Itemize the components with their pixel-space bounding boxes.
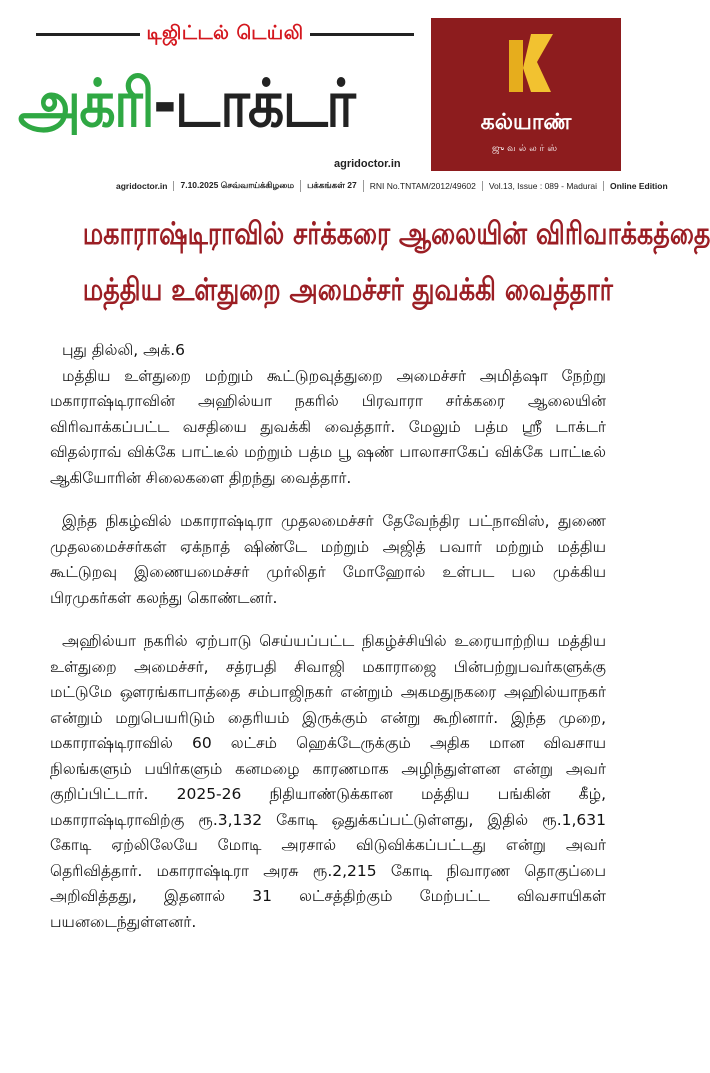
article-body xyxy=(50,338,606,935)
issue-info-bar xyxy=(110,179,668,193)
paragraph-3: அஹில்யா நகரில் ஏற்பாடு செய்யப்பட்ட நிகழ்ச்சியில் உரையாற்றிய மத்திய உள்துறை அமைச்சர், சத்ரபதி சிவாஜி மகாராஜை பின்பற்றுபவர்களுக்கு மட்டுமே ஔரங்காபாத்தை சம்பாஜிநகர் என்றும் அகமதுநகரை அஹில்யாநகர் என்றும் மறுபெயரிடும் தைரியம் இருக்கும் என்று கூறினார். இந்த முறை, மகாராஷ்டிராவில் 60 லட்சம் ஹெக்டேருக்கும் அதிக மான விவசாய நிலங்களும் பயிர்களும் கனமழை காரணமாக அழிந்துள்ளன என்று அவர் குறிப்பிட்டார். 2025-26 நிதியாண்டுக்கான மத்திய பங்கின் கீழ், மகாராஷ்டிராவிற்கு ரூ.3,132 கோடி ஒதுக்கப்பட்டுள்ளது, இதில் ரூ.1,631 கோடி ஏற்லிலேயே மோடி அரசால் விடுவிக்கப்பட்டது என்று அவர் தெரிவித்தார். மகாராஷ்டிரா அரசு ரூ.2,215 கோடி நிவாரண தொகுப்பை அறிவித்தது, இதனால் 31 லட்சத்திற்கும் மேற்பட்ட விவசாயிகள் பயனடைந்துள்ளனர். xyxy=(50,632,606,931)
daily-tag-text: டிஜிட்டல் டெய்லி xyxy=(146,21,304,44)
info-edition: Online Edition xyxy=(610,181,668,191)
logo-part-2: -டாக்டர் xyxy=(153,65,355,142)
info-rni: RNI No.TNTAM/2012/49602 xyxy=(364,181,483,191)
info-pages: பக்கங்கள் 27 xyxy=(301,180,364,192)
dateline: புது தில்லி, அக்.6 xyxy=(62,341,186,359)
info-site: agridoctor.in xyxy=(110,181,174,191)
info-volume: Vol.13, Issue : 089 - Madurai xyxy=(483,181,604,191)
daily-tag xyxy=(30,22,420,46)
ad-brand-name: கல்யாண் xyxy=(480,110,572,135)
headline-line-1: மகாராஷ்டிராவில் சர்க்கரை ஆலையின் விரிவாக்கத்தை xyxy=(82,216,710,252)
logo-part-1: அக்ரி xyxy=(18,65,154,142)
info-date: 7.10.2025 செவ்வாய்க்கிழமை xyxy=(174,180,301,192)
headline xyxy=(30,206,710,318)
masthead xyxy=(0,0,668,200)
tag-rule-right xyxy=(310,33,414,36)
tag-rule-left xyxy=(36,33,140,36)
headline-line-2: மத்திய உள்துறை அமைச்சர் துவக்கி வைத்தார் xyxy=(82,272,613,308)
paragraph-2: இந்த நிகழ்வில் மகாராஷ்டிரா முதலமைச்சர் தேவேந்திர பட்நாவிஸ், துணை முதலமைச்சர்கள் ஏக்நாத் ஷிண்டே மற்றும் அஜித் பவார் மற்றும் மத்திய கூட்டுறவு இணையமைச்சர் முர்லிதர் மோஹோல் உள்பட பல முக்கிய பிரமுகர்கள் கலந்து கொண்டனர். xyxy=(50,512,606,607)
advertisement[interactable] xyxy=(431,18,621,171)
paragraph-1: மத்திய உள்துறை மற்றும் கூட்டுறவுத்துறை அமைச்சர் அமித்ஷா நேற்று மகாராஷ்டிராவின் அஹில்யா நகரில் பிரவாரா சர்க்கரை ஆலையின் விரிவாக்கப்பட்ட வசதியை துவக்கி வைத்தார். மேலும் பத்ம ஸ்ரீ டாக்டர் விதல்ராவ் விக்கே பாட்டீல் மற்றும் பத்ம பூ ஷண் பாலாசாகேப் விக்கே பாட்டீல் ஆகியோரின் சிலைகளை திறந்து வைத்தார். xyxy=(50,366,606,487)
newspaper-logo xyxy=(18,54,362,154)
ad-brand-sub: ஜுவல்லர்ஸ் xyxy=(491,144,561,154)
logo-site-url: agridoctor.in xyxy=(334,158,401,170)
brand-mark-icon xyxy=(501,32,555,96)
